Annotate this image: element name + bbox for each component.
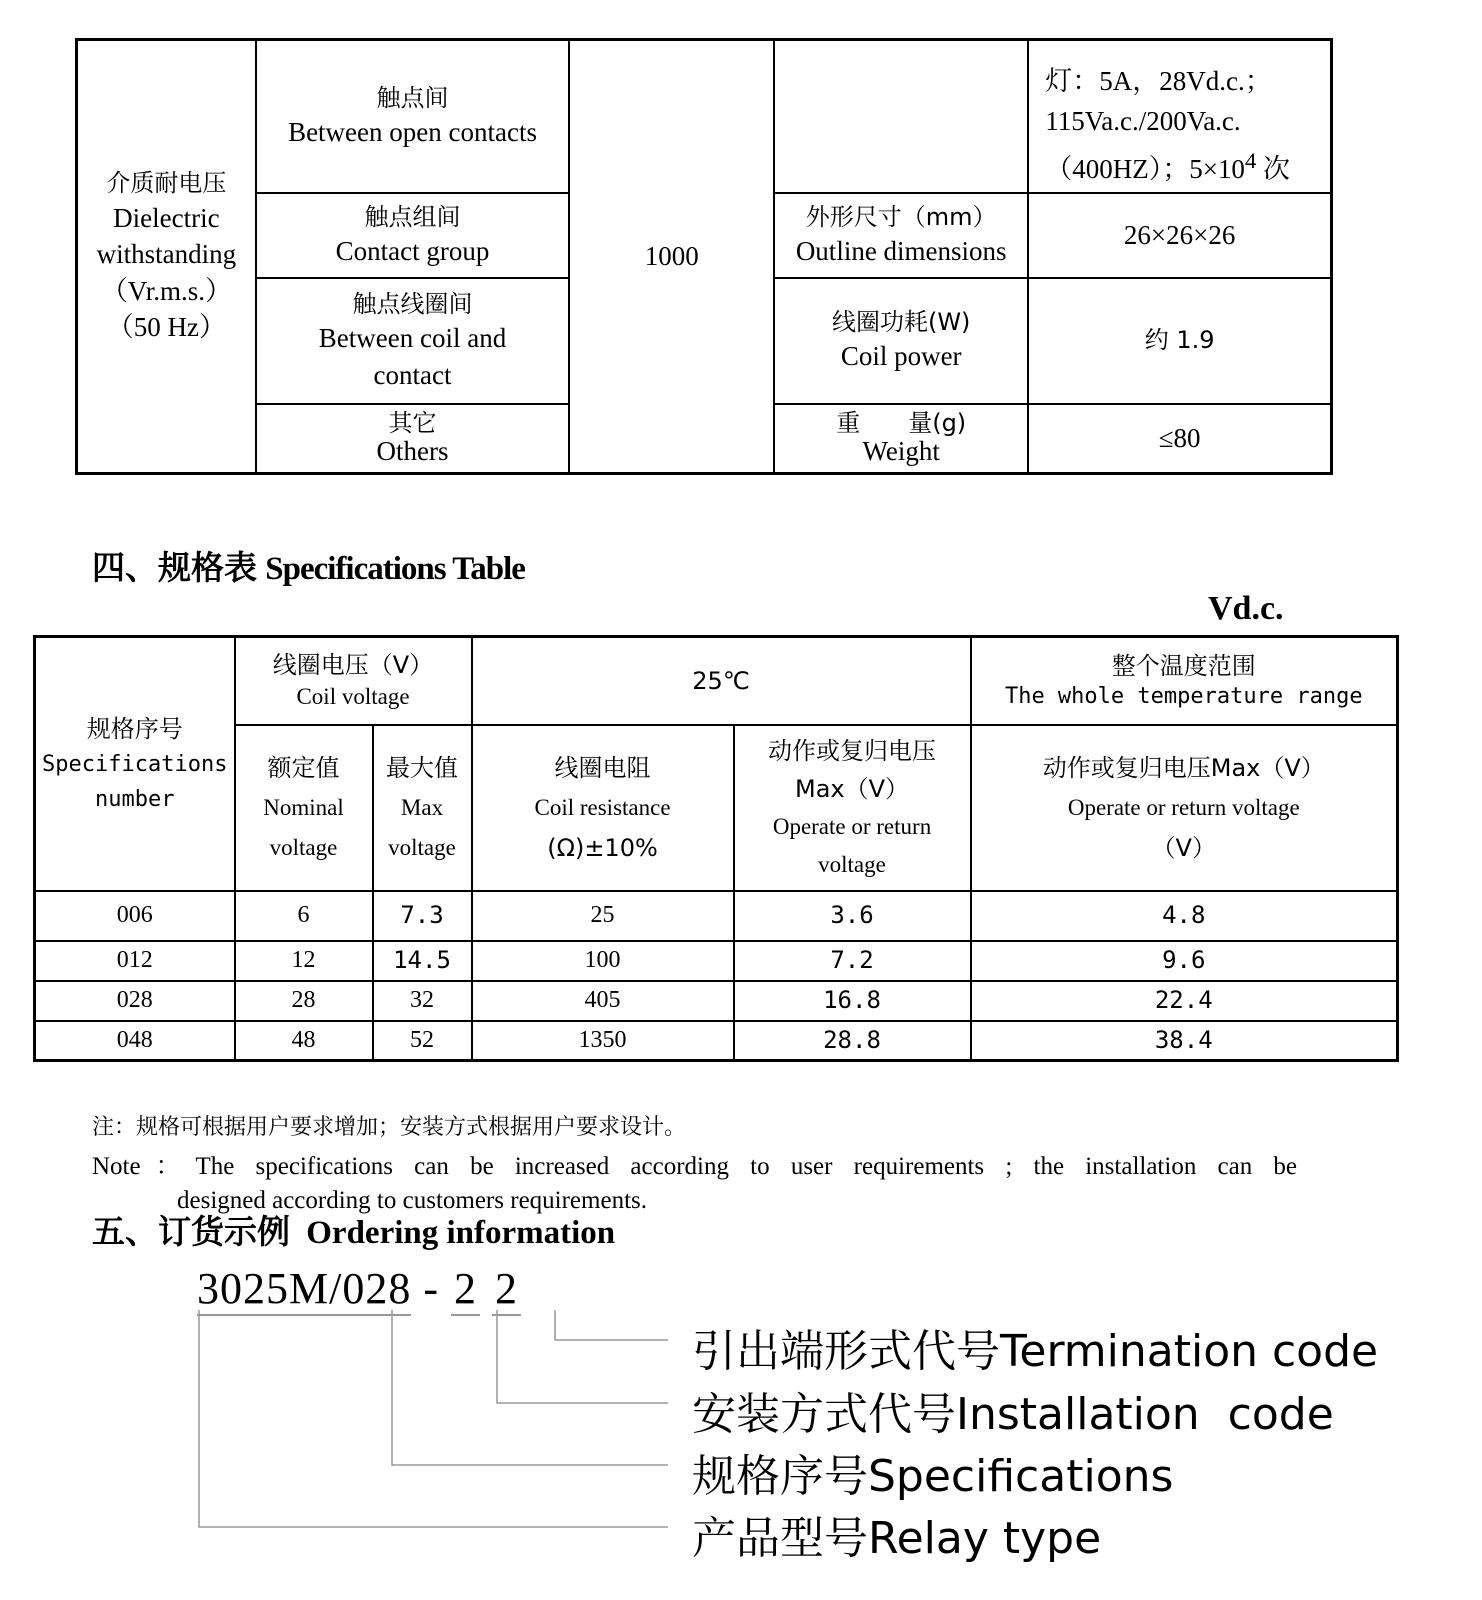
outline-value: 26×26×26 [1123, 219, 1236, 250]
outline-zh: 外形尺寸（mm） [805, 202, 997, 231]
max-cell: 32 [373, 981, 472, 1021]
vrms-label: （Vr.m.s.） [100, 275, 232, 306]
whole-operate-en: Operate or return voltage [1067, 794, 1300, 820]
code-separator: - [411, 1264, 452, 1313]
max-cell: 7.3 [373, 891, 472, 941]
section-5-title-zh: 五、订货示例 [92, 1212, 290, 1251]
sub-row-zh: 触点组间 [364, 202, 461, 231]
temp-25-label: 25℃ [692, 666, 750, 695]
frequency-label: （50 Hz） [106, 312, 226, 343]
sub-row-en: Between open contacts [288, 117, 537, 148]
specifications-label: 规格序号Specifications [692, 1451, 1174, 1502]
lamp-note-line1: 灯：5A，28Vd.c.；115Va.c./200Va.c. [1045, 66, 1272, 136]
nominal-zh: 额定值 [267, 753, 340, 782]
spec-number-en2: number [95, 787, 175, 813]
max-en1: Max [400, 794, 444, 820]
coil-voltage-zh: 线圈电压（V） [272, 651, 434, 680]
section-5-title-en: Ordering information [306, 1215, 616, 1251]
code-termination: 2 [492, 1263, 521, 1316]
resistance-zh: 线圈电阻 [554, 753, 651, 782]
whole-range-cell: 22.4 [971, 981, 1398, 1021]
unit-label: Vd.c. [1208, 590, 1284, 627]
sub-row-en: Between coil and contact [318, 323, 507, 390]
operate-cell: 7.2 [734, 941, 971, 981]
nominal-cell: 48 [235, 1021, 373, 1061]
section-4-title-zh: 四、规格表 [92, 548, 257, 587]
leader-line-specifications [392, 1310, 668, 1465]
max-cell: 14.5 [373, 941, 472, 981]
spec-number-zh: 规格序号 [86, 714, 183, 743]
whole-operate-unit: （V） [1151, 833, 1216, 862]
max-cell: 52 [373, 1021, 472, 1061]
operate-max: Max（V） [794, 774, 910, 803]
termination-code-label: 引出端形式代号Termination code [692, 1326, 1379, 1377]
coil-power-en: Coil power [840, 341, 962, 372]
whole-range-cell: 9.6 [971, 941, 1398, 981]
max-en2: voltage [388, 834, 456, 860]
weight-en: Weight [862, 435, 940, 466]
nominal-en1: Nominal [263, 794, 344, 820]
weight-value: ≤80 [1158, 423, 1201, 454]
whole-range-cell: 38.4 [971, 1021, 1398, 1061]
coil-power-value: 约 1.9 [1144, 326, 1215, 355]
voltage-value: 1000 [644, 241, 699, 272]
sub-row-zh: 其它 [388, 409, 437, 438]
spec-cell: 048 [35, 1021, 235, 1061]
operate-en1: Operate or return [772, 813, 932, 839]
coil-power-zh: 线圈功耗(W) [831, 308, 971, 337]
nominal-cell: 12 [235, 941, 373, 981]
relay-type-label: 产品型号Relay type [692, 1513, 1102, 1564]
spec-cell: 012 [35, 941, 235, 981]
note-en-line1: Note：The specifications can be increased according to user requirements ; the installation can be [92, 1153, 1297, 1180]
dielectric-en: Dielectric [113, 202, 220, 233]
spec-number-en1: Specifications [42, 752, 228, 778]
resistance-cell: 405 [472, 981, 734, 1021]
whole-range-en: The whole temperature range [1004, 684, 1363, 710]
resistance-cell: 25 [472, 891, 734, 941]
operate-cell: 28.8 [734, 1021, 971, 1061]
resistance-cell: 100 [472, 941, 734, 981]
sub-row-en: Others [376, 435, 449, 466]
resistance-cell: 1350 [472, 1021, 734, 1061]
lamp-note-suffix: 次 [1256, 154, 1290, 184]
nominal-en2: voltage [269, 834, 338, 860]
spec-cell: 028 [35, 981, 235, 1021]
leader-line-termination [555, 1310, 668, 1340]
nominal-cell: 6 [235, 891, 373, 941]
installation-code-label: 安装方式代号Installation code [692, 1389, 1334, 1440]
weight-zh: 重 量(g) [836, 409, 967, 438]
leader-line-relay-type [199, 1310, 668, 1527]
sub-row-en: Contact group [335, 235, 490, 266]
max-zh: 最大值 [386, 753, 458, 782]
lamp-note-exponent: 4 [1244, 148, 1257, 173]
coil-voltage-en: Coil voltage [296, 684, 410, 710]
operate-cell: 16.8 [734, 981, 971, 1021]
code-installation: 2 [451, 1263, 480, 1316]
whole-range-zh: 整个温度范围 [1111, 651, 1256, 680]
sub-row-zh: 触点线圈间 [352, 289, 473, 318]
lamp-note-line2: （400HZ）；5×10 [1045, 154, 1245, 184]
withstanding-en: withstanding [96, 239, 237, 270]
note-zh: 注：规格可根据用户要求增加；安装方式根据用户要求设计。 [92, 1115, 687, 1140]
whole-operate-zh: 动作或复归电压Max（V） [1042, 753, 1325, 782]
leader-line-installation [497, 1310, 668, 1403]
outline-en: Outline dimensions [795, 235, 1007, 266]
dielectric-zh: 介质耐电压 [106, 169, 227, 198]
operate-zh: 动作或复归电压 [768, 736, 937, 765]
operate-cell: 3.6 [734, 891, 971, 941]
nominal-cell: 28 [235, 981, 373, 1021]
section-4-title-en: Specifications Table [265, 551, 525, 587]
spec-cell: 006 [35, 891, 235, 941]
sub-row-zh: 触点间 [376, 83, 449, 112]
resistance-tolerance: (Ω)±10% [547, 833, 658, 862]
note-en-line2: designed according to customers requirements. [177, 1187, 647, 1214]
code-relay-type: 3025M/ [197, 1263, 342, 1316]
operate-en2: voltage [818, 851, 886, 877]
whole-range-cell: 4.8 [971, 891, 1398, 941]
code-spec-number: 028 [342, 1263, 411, 1316]
resistance-en: Coil resistance [534, 794, 671, 820]
